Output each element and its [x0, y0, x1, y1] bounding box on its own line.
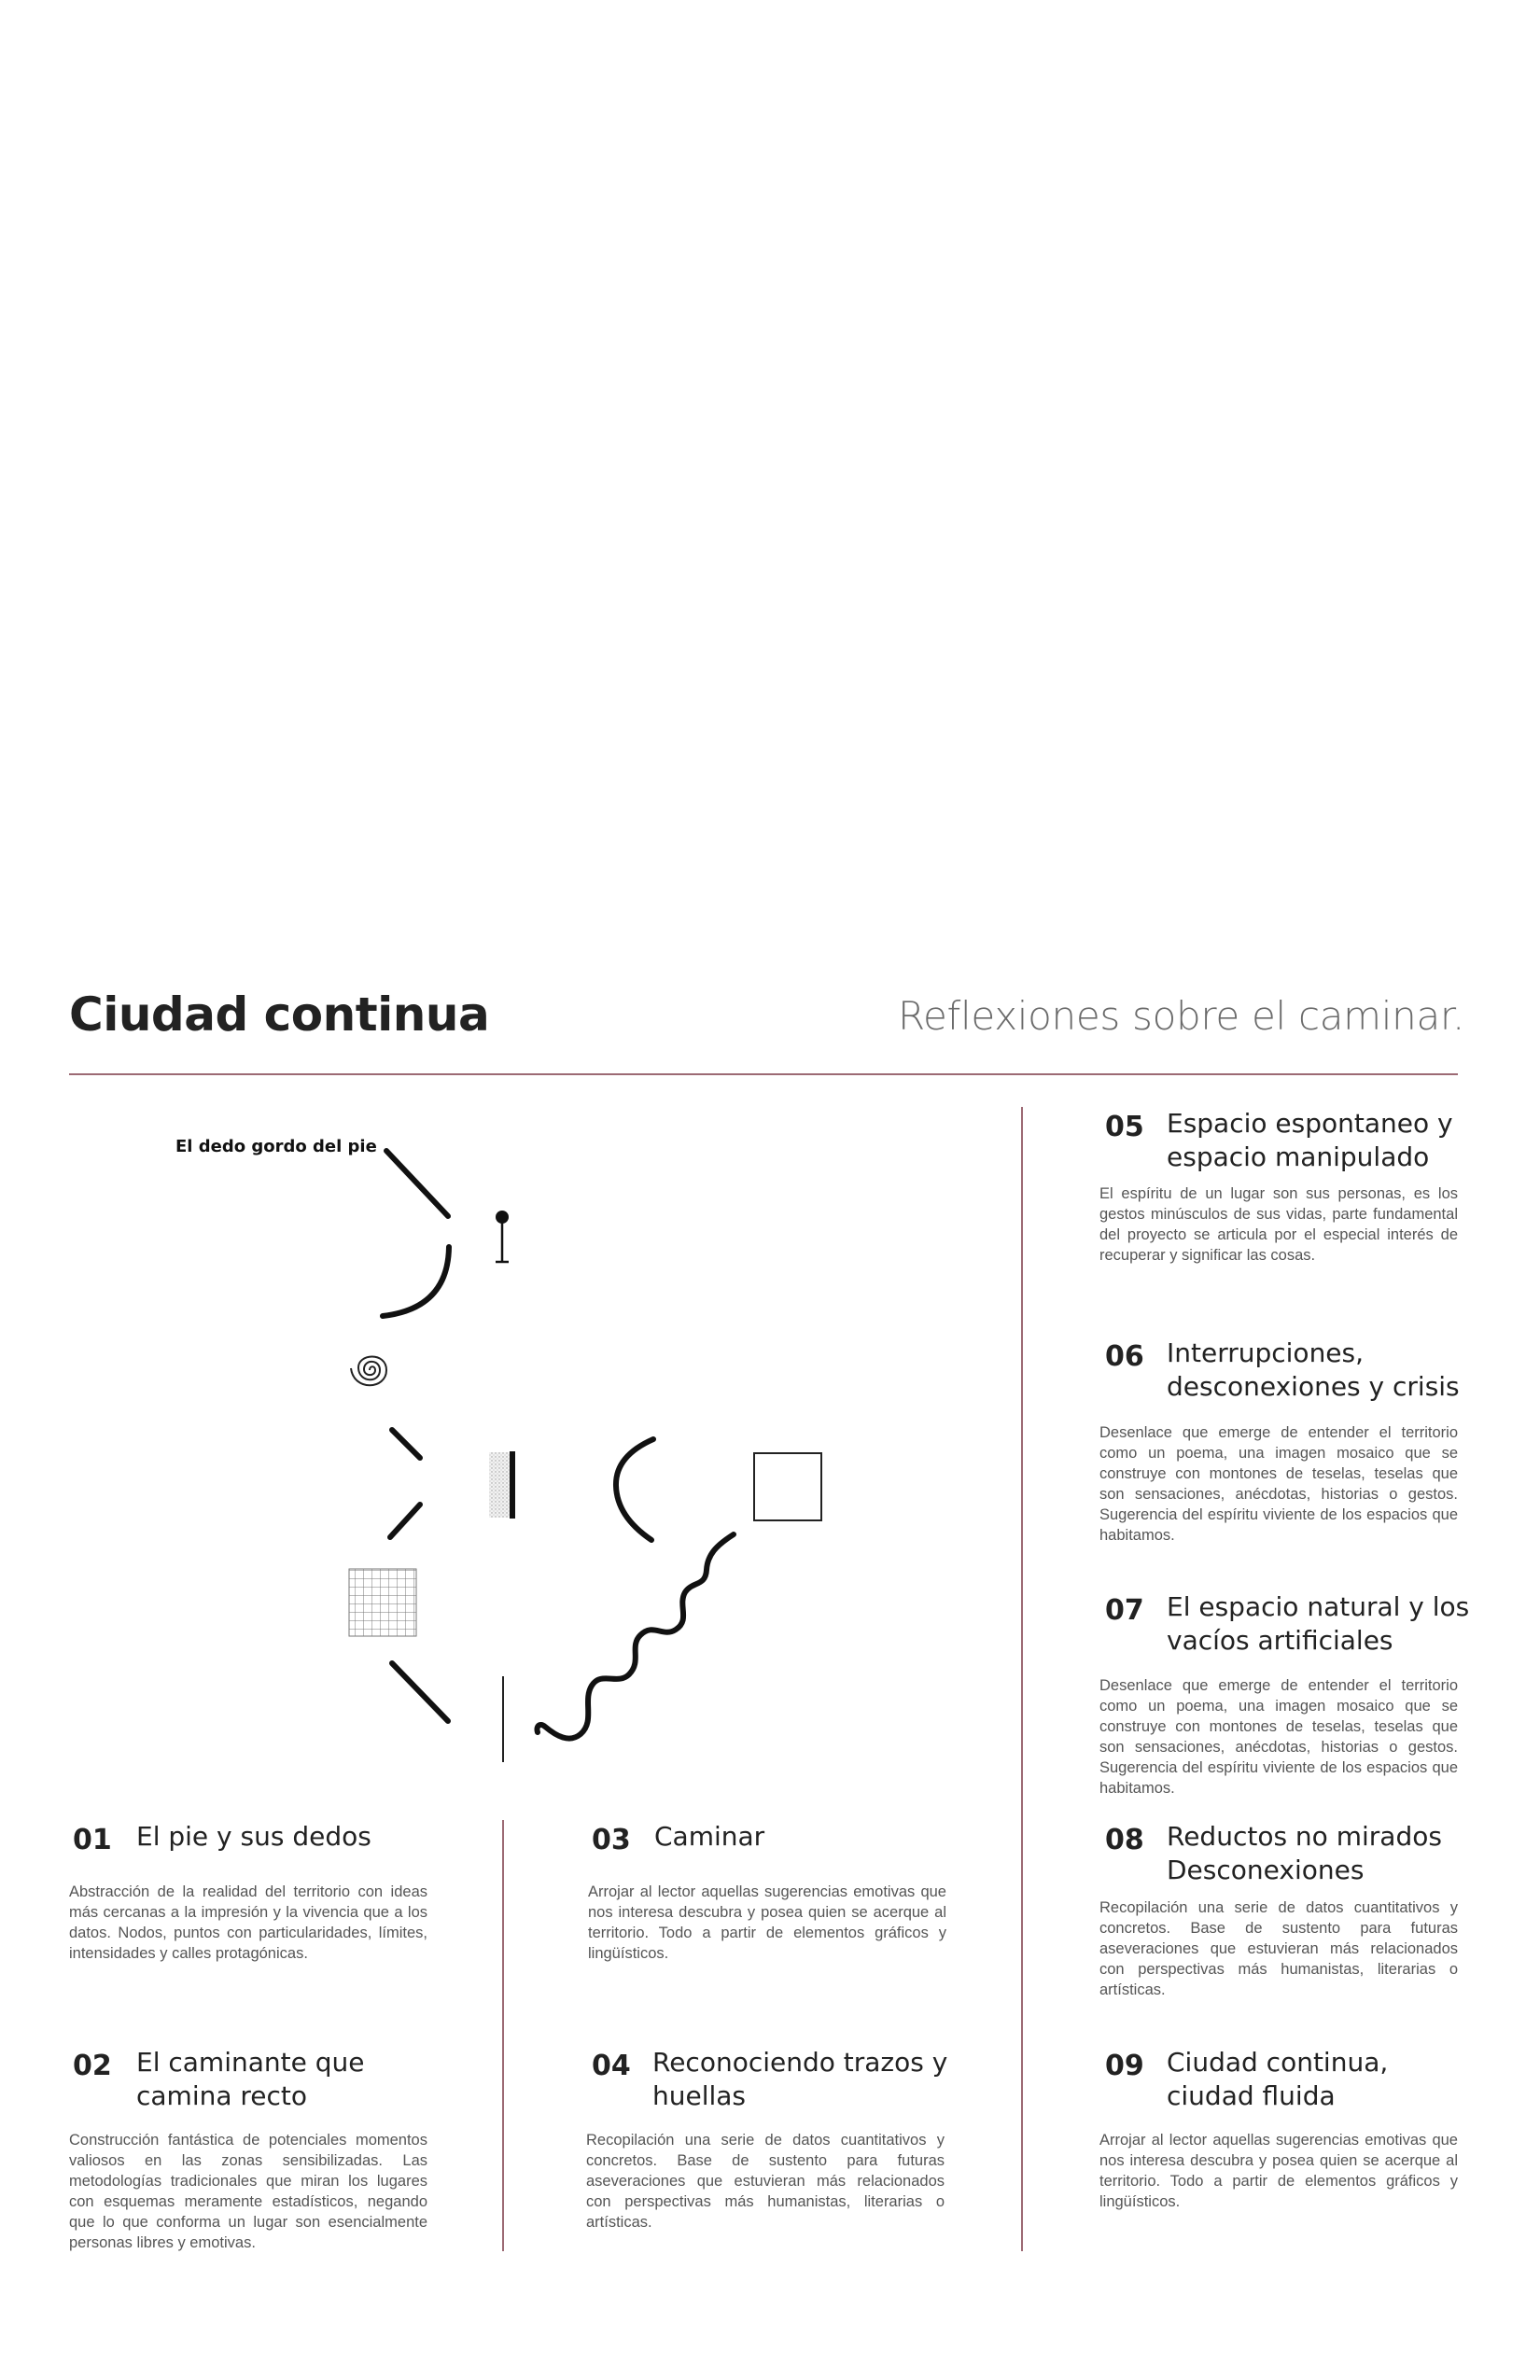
page-title: Ciudad continua — [69, 987, 490, 1042]
column-divider-right — [1021, 1107, 1023, 2251]
section-03-number: 03 — [592, 1824, 631, 1856]
section-08-title: Reductos no mirados Desconexiones — [1167, 1821, 1442, 1885]
section-09-title: Ciudad continua, ciudad fluida — [1167, 2047, 1389, 2111]
pin-icon — [496, 1211, 509, 1262]
section-01-title: El pie y sus dedos — [136, 1821, 371, 1852]
section-04-title: Reconociendo trazos y huellas — [652, 2047, 948, 2111]
section-06-number: 06 — [1105, 1340, 1144, 1373]
section-03-body: Arrojar al lector aquellas sugerencias emotivas que nos interesa descubra y posea quien se acerque al territorio. Todo a partir de elementos gráficos y lingüísticos. — [588, 1883, 946, 1962]
section-05-body: El espíritu de un lugar son sus personas, es los gestos minúsculos de sus vidas, parte fundamental del proyecto se articula por el especial interés de recuperar y significar las cosas. — [1099, 1185, 1458, 1264]
section-08-body: Recopilación una serie de datos cuantitativos y concretos. Base de sustento para futuras aseveraciones que estuvieran más relacionados con perspectivas más humanistas, literarias o artísticas. — [1099, 1899, 1458, 1998]
diagonal-line-icon — [386, 1151, 448, 1216]
parenthesis-arc-icon — [616, 1439, 653, 1540]
arc-icon — [383, 1247, 449, 1316]
section-01-body: Abstracción de la realidad del territorio con ideas más cercanas a la impresión y la vivencia que a los datos. Nodos, puntos con particularidades, límites, intensidades y calles protagónicas. — [69, 1883, 427, 1962]
header-divider — [69, 1073, 1458, 1075]
section-06-body: Desenlace que emerge de entender el territorio como un poema, una imagen mosaico que se construye con montones de teselas, teselas que son sensaciones, anécdotas, historias o gestos. Sugerencia del espíritu viviente de los espacios que habitamos. — [1099, 1424, 1458, 1544]
diagonal-line-icon — [392, 1663, 448, 1721]
section-07-title: El espacio natural y los vacíos artificiales — [1167, 1591, 1470, 1656]
section-04-body: Recopilación una serie de datos cuantitativos y concretos. Base de sustento para futuras aseveraciones que estuvieran más relacionados con perspectivas más humanistas, literarias o artísticas. — [586, 2132, 945, 2231]
figure-caption: El dedo gordo del pie — [175, 1137, 377, 1156]
section-07-number: 07 — [1105, 1594, 1144, 1627]
section-04-number: 04 — [592, 2050, 631, 2082]
section-07-body: Desenlace que emerge de entender el territorio como un poema, una imagen mosaico que se construye con montones de teselas, teselas que son sensaciones, anécdotas, historias o gestos. Sugerencia del espíritu viviente de los espacios que habitamos. — [1099, 1677, 1458, 1797]
section-02-body: Construcción fantástica de potenciales momentos valiosos en las zonas sensibilizadas. Las metodologías tradicionales que miran los lugares con esquemas meramente estadísticos, negando que lo que conforma un lugar son esencialmente personas libres y emotivas. — [69, 2132, 427, 2251]
section-02-title: El caminante que camina recto — [136, 2047, 365, 2111]
section-02-number: 02 — [73, 2050, 112, 2082]
grid-icon — [349, 1569, 416, 1636]
section-06-title: Interrupciones, desconexiones y crisis — [1167, 1337, 1460, 1402]
section-01-number: 01 — [73, 1824, 112, 1856]
wave-icon — [537, 1533, 735, 1743]
section-03-title: Caminar — [654, 1821, 765, 1852]
square-icon — [754, 1453, 821, 1520]
section-05-number: 05 — [1105, 1111, 1144, 1143]
section-05-title: Espacio espontaneo y espacio manipulado — [1167, 1108, 1453, 1172]
page-subtitle: Reflexiones sobre el caminar. — [898, 993, 1465, 1039]
chevron-lines-icon — [390, 1430, 420, 1537]
spiral-icon — [351, 1357, 386, 1386]
symbols-figure — [69, 1083, 1002, 1792]
bar-icon — [489, 1451, 512, 1519]
section-09-body: Arrojar al lector aquellas sugerencias emotivas que nos interesa descubra y posea quien se acerque al territorio. Todo a partir de elementos gráficos y lingüísticos. — [1099, 2132, 1458, 2210]
section-08-number: 08 — [1105, 1824, 1144, 1856]
section-09-number: 09 — [1105, 2050, 1144, 2082]
column-divider-middle — [502, 1820, 504, 2251]
